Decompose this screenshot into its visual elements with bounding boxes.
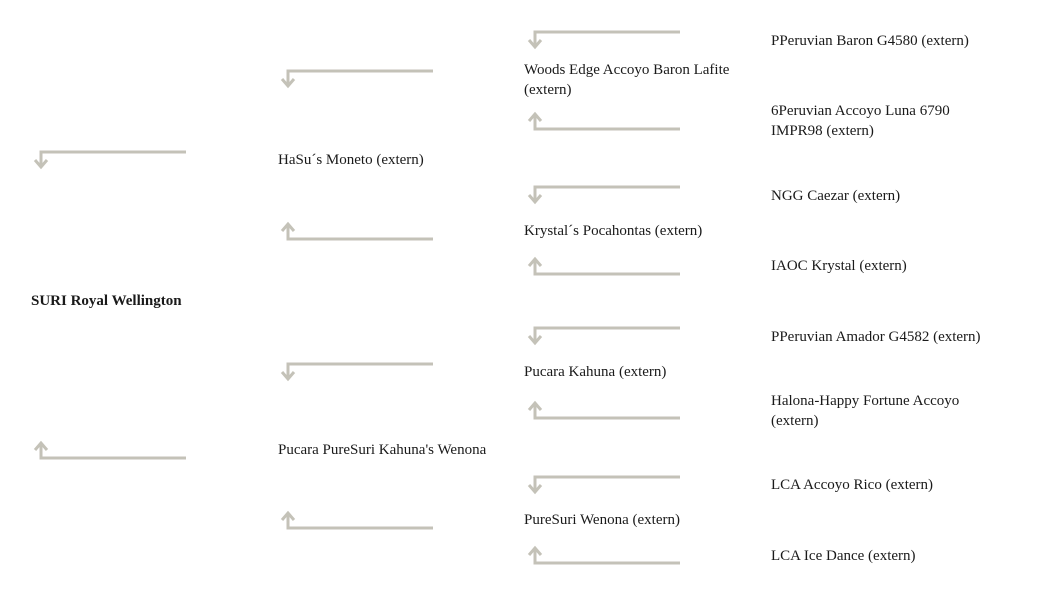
connector-dam-dam-sire xyxy=(529,477,680,492)
sire-sire-name[interactable]: Woods Edge Accoyo Baron Lafite (extern) xyxy=(524,62,730,98)
dam-dam-dam-name[interactable]: LCA Ice Dance (extern) xyxy=(771,548,916,564)
connector-sire-dam xyxy=(282,224,433,239)
sire-dam-dam-name[interactable]: IAOC Krystal (extern) xyxy=(771,258,907,274)
connector-sire-sire-dam xyxy=(529,114,680,129)
sire-name[interactable]: HaSu´s Moneto (extern) xyxy=(278,152,424,168)
connector-sire-sire-sire xyxy=(529,32,680,47)
connector-dam-sire-dam xyxy=(529,403,680,418)
connector-sire-sire xyxy=(282,71,433,86)
sire-sire-dam-name[interactable]: 6Peruvian Accoyo Luna 6790 IMPR98 (extern) xyxy=(771,103,950,139)
connector-sire-dam-sire xyxy=(529,187,680,202)
dam-sire-name[interactable]: Pucara Kahuna (extern) xyxy=(524,364,667,380)
sire-sire-sire-name[interactable]: PPeruvian Baron G4580 (extern) xyxy=(771,33,969,49)
connector-dam-dam-dam xyxy=(529,548,680,563)
sire-dam-sire-name[interactable]: NGG Caezar (extern) xyxy=(771,188,901,204)
connector-sire xyxy=(35,152,186,167)
sire-dam-name[interactable]: Krystal´s Pocahontas (extern) xyxy=(524,223,703,239)
connector-dam-sire xyxy=(282,364,433,379)
connector-dam xyxy=(35,443,186,458)
connector-sire-dam-dam xyxy=(529,259,680,274)
dam-dam-name[interactable]: PureSuri Wenona (extern) xyxy=(524,512,680,528)
dam-sire-sire-name[interactable]: PPeruvian Amador G4582 (extern) xyxy=(771,329,981,345)
dam-dam-sire-name[interactable]: LCA Accoyo Rico (extern) xyxy=(771,477,934,493)
connector-dam-dam xyxy=(282,513,433,528)
animal-name: SURI Royal Wellington xyxy=(31,293,182,309)
connector-dam-sire-sire xyxy=(529,328,680,343)
dam-sire-dam-name[interactable]: Halona-Happy Fortune Accoyo (extern) xyxy=(771,393,960,429)
dam-name[interactable]: Pucara PureSuri Kahuna's Wenona xyxy=(278,442,487,458)
